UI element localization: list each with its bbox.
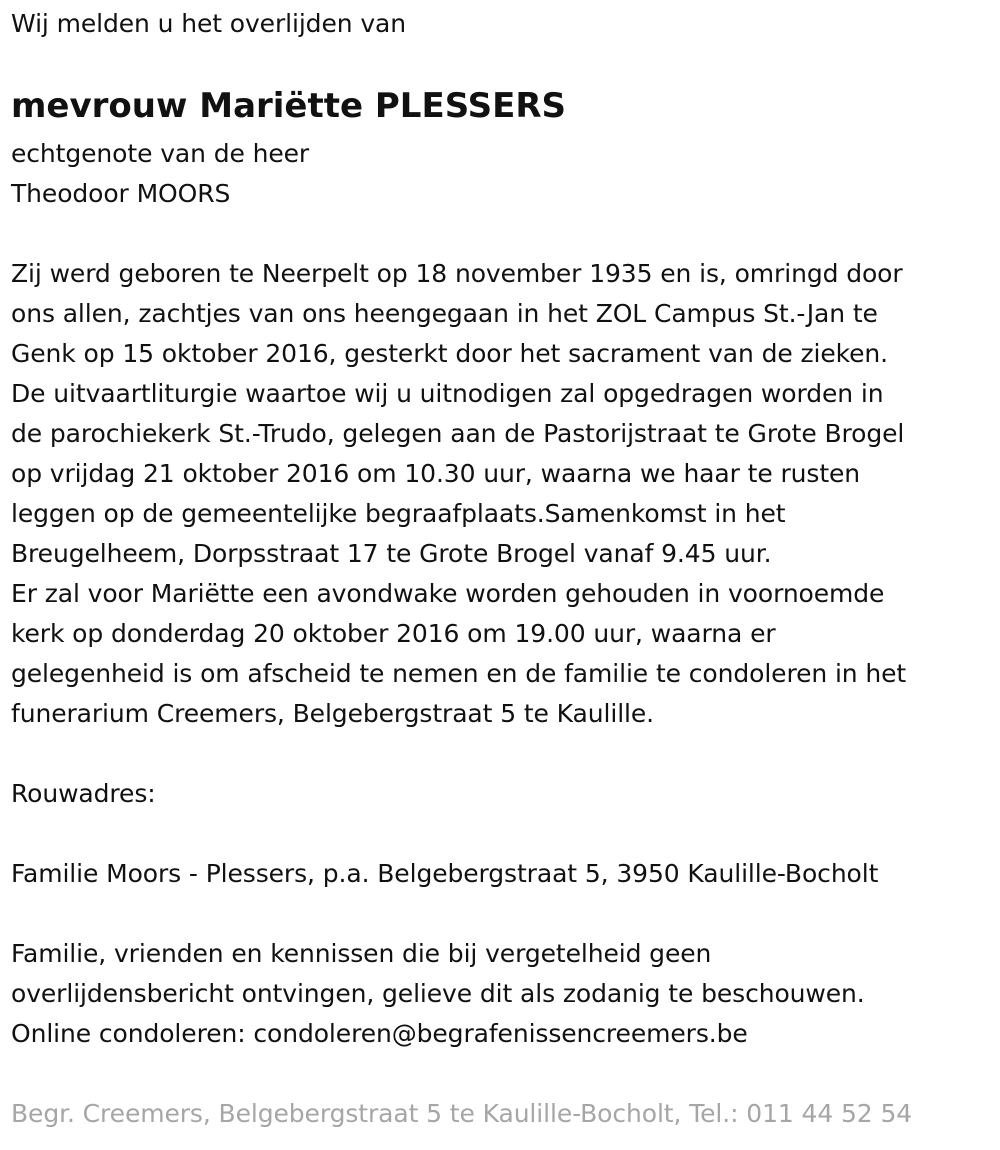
obituary-body xyxy=(11,254,906,734)
online-condolence-line: Online condoleren: condoleren@begrafenissencreemers.be xyxy=(11,1019,748,1048)
spouse-info xyxy=(11,134,309,214)
mourning-address: Familie Moors - Plessers, p.a. Belgebergstraat 5, 3950 Kaulille-Bocholt xyxy=(11,859,879,888)
spouse-name: Theodoor MOORS xyxy=(11,179,231,208)
relation-line: echtgenote van de heer xyxy=(11,139,310,168)
body-line: leggen op de gemeentelijke begraafplaats.Samenkomst in het xyxy=(11,499,786,528)
body-line: de parochiekerk St.-Trudo, gelegen aan de Pastorijstraat te Grote Brogel xyxy=(11,419,905,448)
notice-line: Familie, vrienden en kennissen die bij vergetelheid geen xyxy=(11,939,712,968)
body-line: Genk op 15 oktober 2016, gesterkt door het sacrament van de zieken. xyxy=(11,339,889,368)
deceased-name: mevrouw Mariëtte PLESSERS xyxy=(11,86,567,126)
body-line: De uitvaartliturgie waartoe wij u uitnodigen zal opgedragen worden in xyxy=(11,379,884,408)
intro-text: Wij melden u het overlijden van xyxy=(11,9,406,38)
body-line: funerarium Creemers, Belgebergstraat 5 te Kaulille. xyxy=(11,699,655,728)
mourning-address-label-block xyxy=(11,774,156,814)
mourning-address-block xyxy=(11,854,878,894)
body-line: kerk op donderdag 20 oktober 2016 om 19.00 uur, waarna er xyxy=(11,619,776,648)
funeral-home-footer: Begr. Creemers, Belgebergstraat 5 te Kaulille-Bocholt, Tel.: 011 44 52 54 xyxy=(11,1099,913,1128)
body-line: gelegenheid is om afscheid te nemen en de familie te condoleren in het xyxy=(11,659,907,688)
notice-line: overlijdensbericht ontvingen, gelieve dit als zodanig te beschouwen. xyxy=(11,979,865,1008)
body-line: ons allen, zachtjes van ons heengegaan in het ZOL Campus St.-Jan te xyxy=(11,299,878,328)
mourning-address-label: Rouwadres: xyxy=(11,779,156,808)
body-line: Breugelheem, Dorpsstraat 17 te Grote Brogel vanaf 9.45 uur. xyxy=(11,539,772,568)
body-line: Er zal voor Mariëtte een avondwake worden gehouden in voornoemde xyxy=(11,579,885,608)
notice-block xyxy=(11,934,865,1054)
body-line: Zij werd geboren te Neerpelt op 18 november 1935 en is, omringd door xyxy=(11,259,903,288)
body-line: op vrijdag 21 oktober 2016 om 10.30 uur, waarna we haar te rusten xyxy=(11,459,861,488)
